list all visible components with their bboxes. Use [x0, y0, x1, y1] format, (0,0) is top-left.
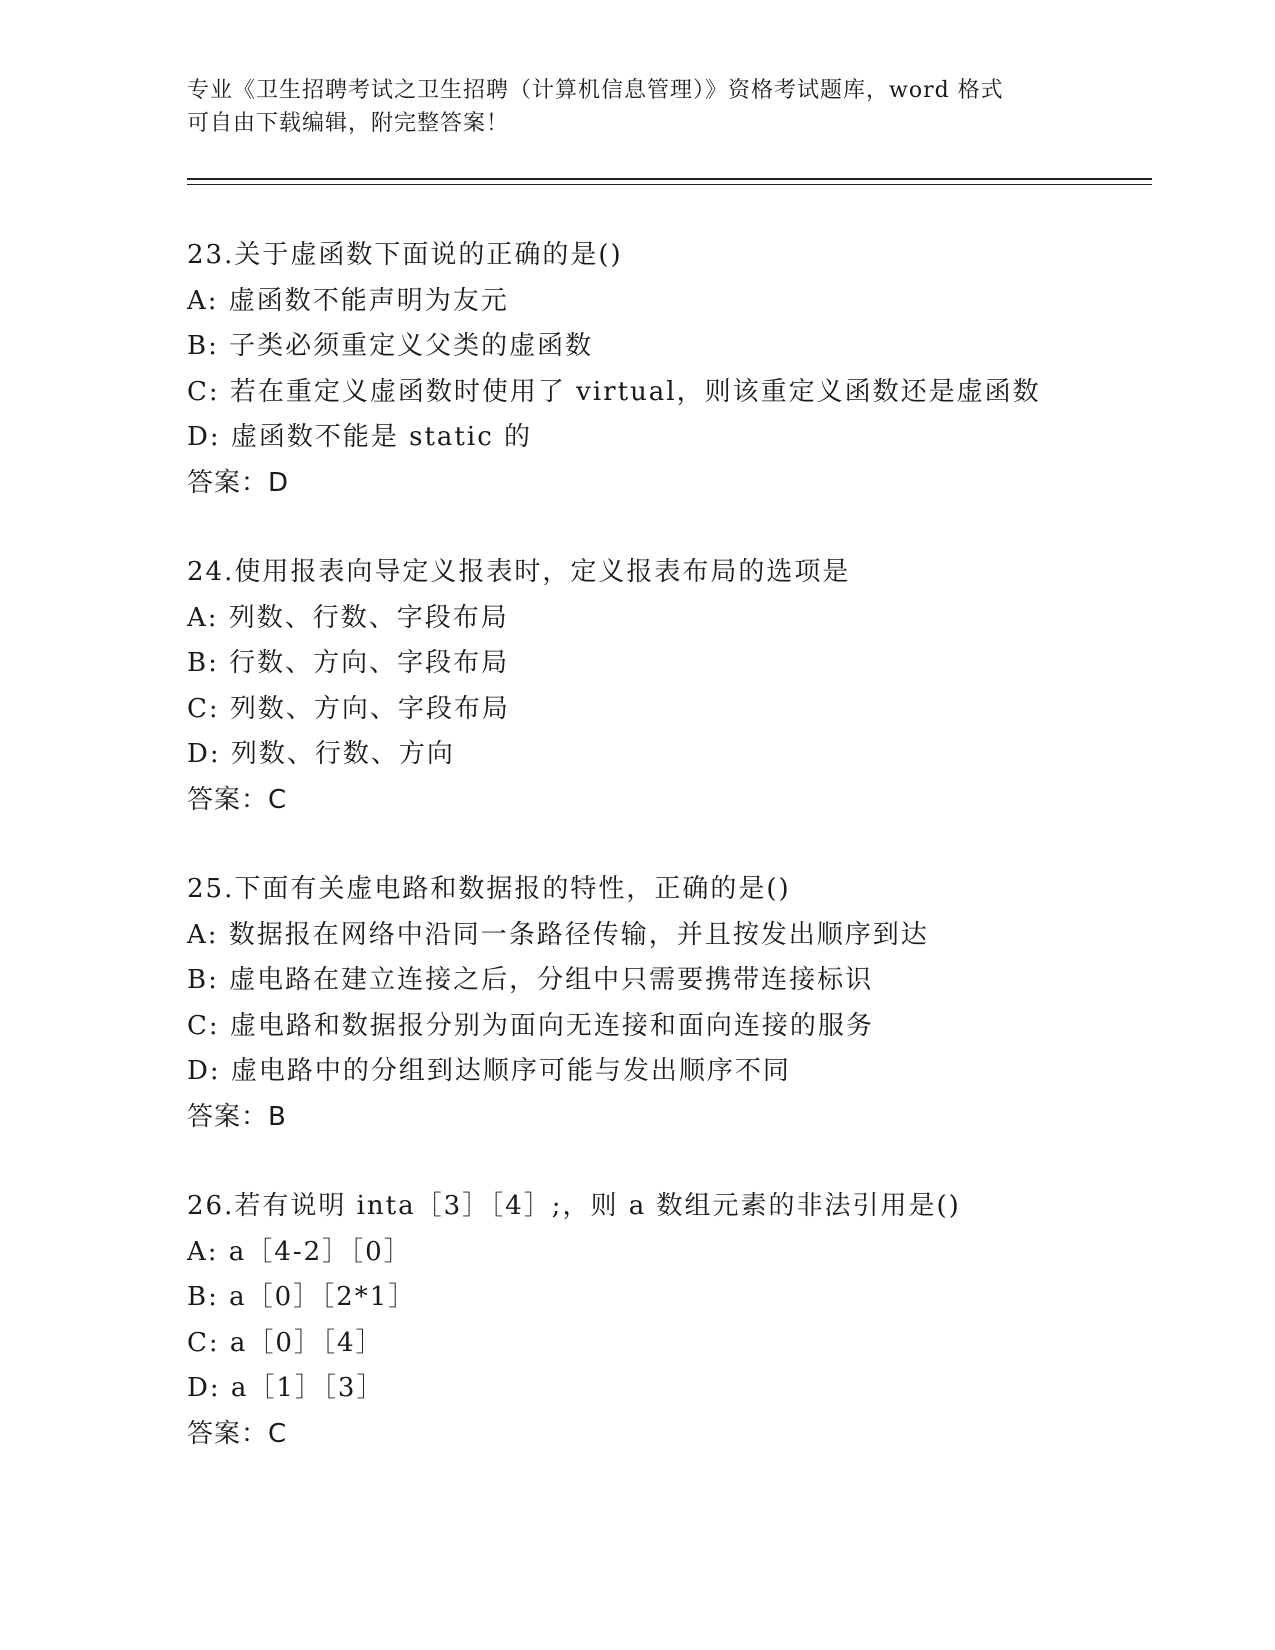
option-d: D: 列数、行数、方向	[187, 739, 455, 769]
header-line-1: 专业《卫生招聘考试之卫生招聘（计算机信息管理）》资格考试题库，word 格式	[187, 78, 1004, 103]
option-b: B: 子类必须重定义父类的虚函数	[187, 331, 594, 361]
option-c: C: a［0］［4］	[187, 1327, 384, 1358]
question-list	[187, 233, 1147, 1501]
option-d: D: 虚函数不能是 static 的	[187, 422, 533, 452]
option-b: B: 行数、方向、字段布局	[187, 648, 510, 678]
header-divider-thin	[187, 184, 1152, 185]
question-stem: 26.若有说明 inta［3］［4］;，则 a 数组元素的非法引用是()	[187, 1191, 961, 1221]
option-a: A: 虚函数不能声明为友元	[187, 285, 509, 316]
option-a: A: 数据报在网络中沿同一条路径传输，并且按发出顺序到达	[187, 919, 929, 950]
question-stem: 23.关于虚函数下面说的正确的是()	[187, 240, 623, 270]
header-divider-thick	[187, 178, 1152, 180]
header-line-2: 可自由下载编辑，附完整答案！	[187, 111, 510, 136]
option-c: C: 若在重定义虚函数时使用了 virtual，则该重定义函数还是虚函数	[187, 376, 1041, 407]
question-26	[187, 1184, 1147, 1457]
option-d: D: 虚电路中的分组到达顺序可能与发出顺序不同	[187, 1056, 791, 1086]
option-b: B: 虚电路在建立连接之后，分组中只需要携带连接标识	[187, 965, 874, 995]
question-stem: 24.使用报表向导定义报表时，定义报表布局的选项是	[187, 557, 851, 587]
option-a: A: a［4-2］［0］	[187, 1236, 412, 1267]
option-b: B: a［0］［2*1］	[187, 1282, 417, 1312]
question-stem: 25.下面有关虚电路和数据报的特性，正确的是()	[187, 874, 791, 904]
answer-line: 答案：C	[187, 784, 288, 815]
option-c: C: 列数、方向、字段布局	[187, 693, 510, 724]
question-25	[187, 867, 1147, 1140]
option-c: C: 虚电路和数据报分别为面向无连接和面向连接的服务	[187, 1010, 874, 1041]
answer-line: 答案：B	[187, 1101, 287, 1132]
answer-line: 答案：D	[187, 467, 290, 498]
option-d: D: a［1］［3］	[187, 1373, 385, 1403]
document-header	[187, 74, 1087, 140]
answer-line: 答案：C	[187, 1418, 288, 1449]
question-23	[187, 233, 1147, 506]
option-a: A: 列数、行数、字段布局	[187, 602, 509, 633]
question-24	[187, 550, 1147, 823]
